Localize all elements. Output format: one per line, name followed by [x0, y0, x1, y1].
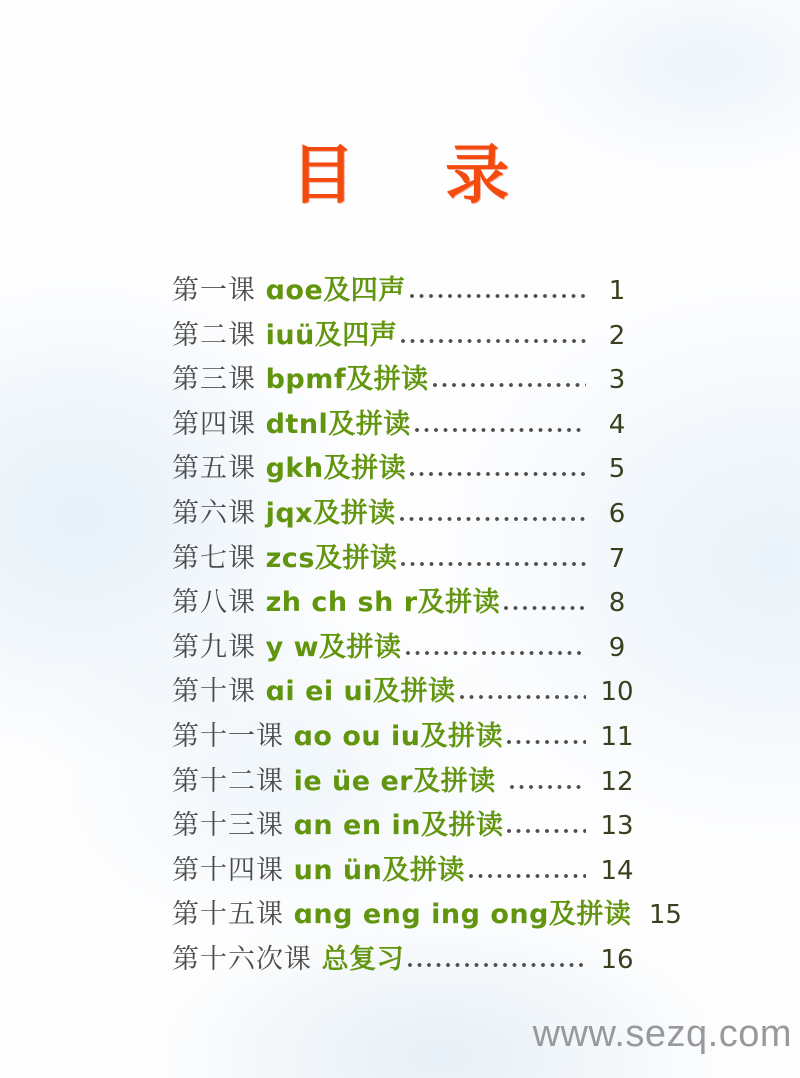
lesson-number-label: 第十四课	[172, 854, 294, 886]
lesson-number-label: 第十六次课	[172, 943, 322, 975]
toc-entry	[172, 714, 640, 759]
page-number: 1	[608, 276, 626, 306]
page-title: 目 录	[290, 139, 544, 213]
lesson-topic-label: gkh及拼读	[265, 453, 407, 485]
lesson-topic-label: dtnl及拼读	[265, 408, 411, 440]
lesson-number-label: 第八课	[172, 587, 266, 619]
toc-entry	[172, 268, 640, 313]
lesson-number-label: 第十课	[172, 676, 266, 708]
page-number: 9	[608, 632, 626, 663]
page-number: 8	[608, 588, 626, 619]
dot-leader	[400, 338, 586, 344]
dot-leader	[409, 293, 586, 299]
toc-entry	[172, 803, 640, 848]
lesson-topic-label: zcs及拼读	[265, 542, 398, 574]
lesson-topic-label: y w及拼读	[265, 631, 402, 663]
page-number: 2	[608, 320, 626, 351]
dot-leader	[399, 516, 586, 522]
dot-leader	[407, 962, 586, 968]
lesson-number-label: 第十三课	[172, 810, 294, 842]
page-number: 14	[600, 855, 634, 886]
toc-entry	[172, 491, 640, 536]
page-number: 5	[608, 454, 626, 485]
page-number: 15	[648, 900, 682, 931]
lesson-topic-label: ɑn en in及拼读	[293, 810, 504, 842]
page-number: 6	[608, 498, 626, 529]
lesson-number-label: 第五课	[172, 453, 266, 485]
lesson-topic-label: ɑi ei ui及拼读	[265, 676, 456, 708]
dot-leader	[506, 828, 586, 834]
dot-leader	[405, 650, 586, 656]
lesson-topic-label: zh ch sh r及拼读	[265, 587, 501, 619]
lesson-number-label: 第二课	[172, 319, 266, 351]
watermark-url: www.sezq.com	[532, 1013, 792, 1055]
lesson-number-label: 第一课	[172, 275, 266, 306]
lesson-number-label: 第四课	[172, 408, 266, 440]
page-number: 7	[608, 543, 626, 574]
toc-entry	[172, 313, 640, 358]
toc-entry	[172, 669, 640, 714]
page-number: 4	[608, 409, 626, 440]
toc-entry	[172, 892, 682, 937]
dot-leader	[414, 427, 586, 433]
lesson-topic-label: 总复习	[321, 943, 405, 975]
lesson-topic-label: bpmf及拼读	[265, 364, 429, 396]
lesson-number-label: 第三课	[172, 364, 266, 396]
dot-leader	[468, 873, 586, 879]
lesson-number-label: 第九课	[172, 631, 266, 663]
lesson-topic-label: ɑng eng ing ong及拼读	[293, 899, 632, 931]
lesson-topic-label: jqx及拼读	[265, 497, 396, 529]
toc-entry	[172, 848, 640, 893]
toc-entry	[172, 357, 640, 402]
lesson-number-label: 第十五课	[172, 899, 294, 931]
lesson-topic-label: ɑo ou iu及拼读	[293, 720, 504, 752]
page-number: 12	[600, 766, 634, 797]
lesson-topic-label: ie üe er及拼读	[293, 765, 506, 797]
dot-leader	[409, 471, 586, 477]
dot-leader	[432, 382, 586, 388]
toc-entry	[172, 402, 640, 447]
page-number: 16	[600, 944, 634, 975]
toc-entry	[172, 625, 640, 670]
toc-entry	[172, 536, 640, 581]
dot-leader	[509, 784, 586, 790]
lesson-topic-label: iuü及四声	[265, 319, 398, 351]
lesson-number-label: 第六课	[172, 497, 266, 529]
page-number: 10	[600, 677, 634, 708]
lesson-number-label: 第十一课	[172, 720, 294, 752]
toc-entry	[172, 580, 640, 625]
toc-entry	[172, 759, 640, 804]
dot-leader	[459, 694, 586, 700]
toc-entry	[172, 937, 640, 982]
dot-leader	[400, 561, 586, 567]
page-number: 13	[600, 811, 634, 842]
lesson-number-label: 第七课	[172, 542, 266, 574]
toc-list	[172, 268, 682, 982]
lesson-topic-label: un ün及拼读	[293, 854, 465, 886]
dot-leader	[503, 605, 586, 611]
dot-leader	[506, 739, 586, 745]
page-number: 11	[600, 721, 634, 752]
lesson-number-label: 第十二课	[172, 765, 294, 797]
toc-entry	[172, 446, 640, 491]
lesson-topic-label: ɑoe及四声	[265, 275, 406, 306]
page-number: 3	[608, 365, 626, 396]
